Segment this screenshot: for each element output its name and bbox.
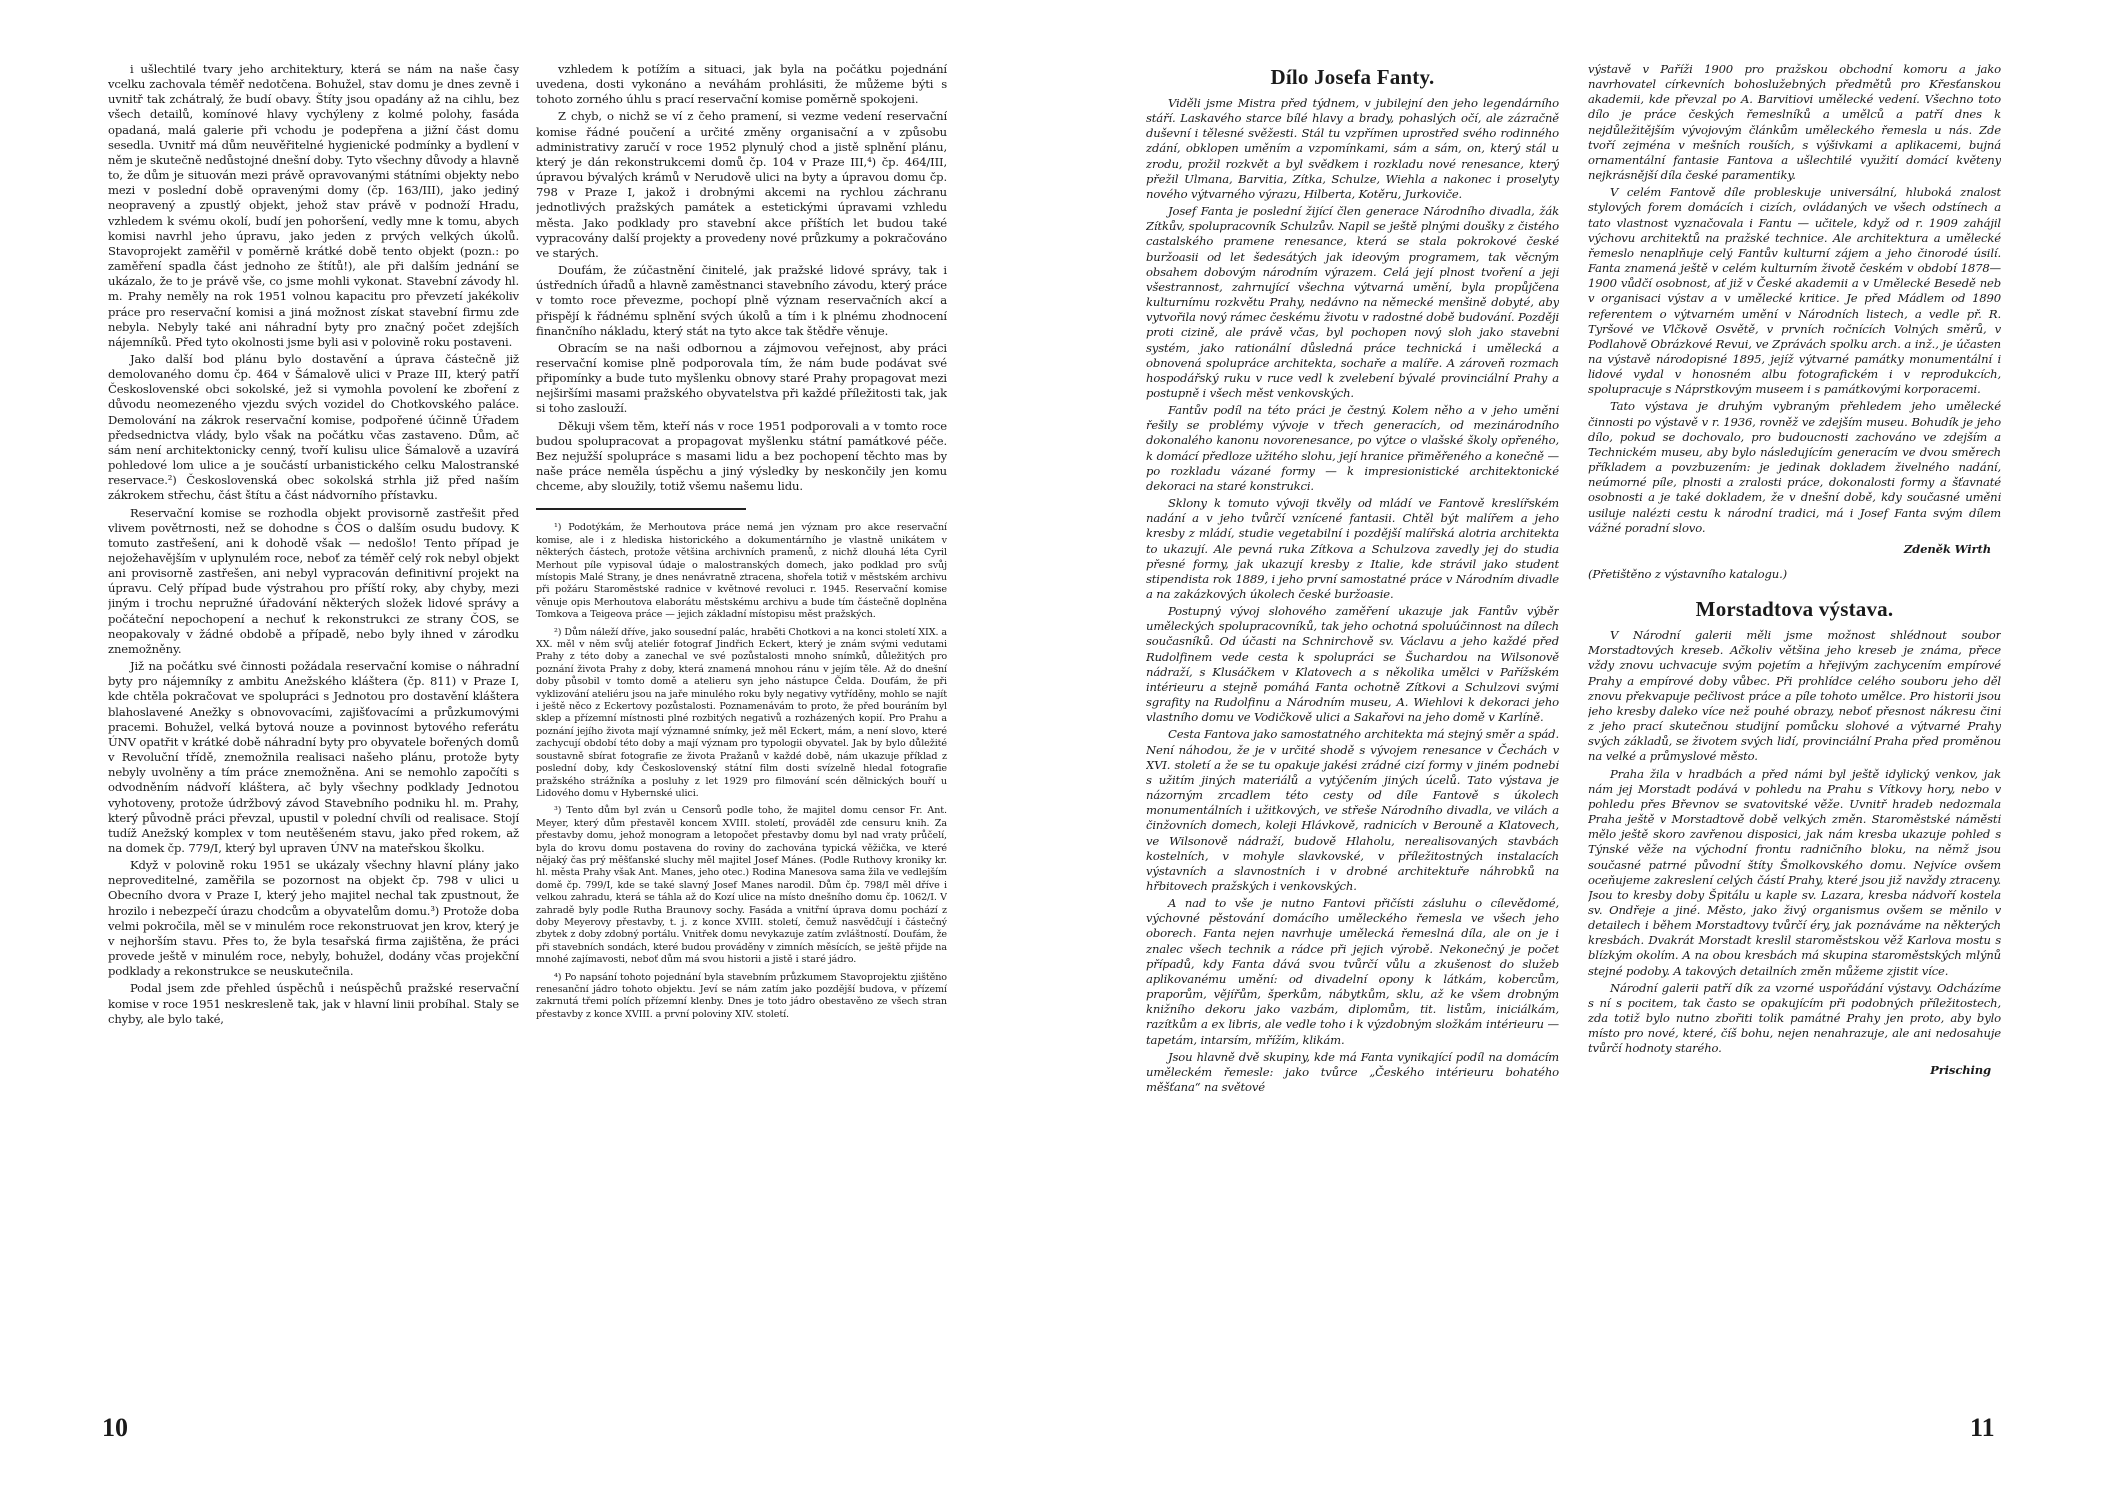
- paragraph: V Národní galerii měli jsme možnost shlédnout soubor Morstadtových kreseb. Ačkoliv většina jeho kreseb je známa, přece vždy znovu uchvacuje svým pojetím a hřejivým zachycením empírové Prahy a empírové doby vůbec. Při prohlídce celého souboru jeho děl znovu překvapuje pečlivost práce a píle tohoto umělce. Pro historii jsou jeho kresby daleko více než pouhé obrazy, neboť přesnost nákresu činí z jeho prací skutečnou studijní pomůcku slohové a výtvarné Prahy svých základů, se životem svých lidí, provinciální Praha před proměnou na velké a průmyslové město.: [1588, 628, 2001, 764]
- paragraph: A nad to vše je nutno Fantovi přičísti zásluhu o cílevědomé, výchovné pěstování domácího uměleckého řemesla ve všech jeho oborech. Fanta nejen navrhuje umělecká řemeslná díla, ale on je i znalec všech technik a rádce při jejich výrobě. Nekonečný je počet případů, kdy Fanta dává svou tvůrčí vůlu a zkušenost do služeb aplikovanému umění: od divadelní opony k látkám, kobercům, praporům, vějířům, šperkům, nábytkům, sklu, až ke všem drobným knižního dekoru jako vazbám, diplomům, tit. listům, iniciálkám, razítkům a ex libris, ale vedle toho i k výzdobným složkám intérieuru — tapetám, intarsím, mřížím, klikám.: [1146, 896, 1559, 1047]
- article-title-morstadt: Morstadtova výstava.: [1695, 597, 1894, 622]
- author-signature: Prisching: [1930, 1062, 1991, 1077]
- paragraph: Fantův podíl na této práci je čestný. Kolem něho a v jeho umění řešily se problémy vývoje v třech generacích, od mezinárodního dokonalého kanonu novorenesance, po výtce o vlašské školy opřeného, k domácí předloze užitého slohu, její hranice přiměřeného a konečně — po rozkladu vázané formy — k impresionistické architektonické dekoraci na staré konstrukci.: [1146, 403, 1559, 493]
- paragraph: Děkuji všem těm, kteří nás v roce 1951 podporovali a v tomto roce budou spolupracovat a propagovat myšlenku státní památkové péče. Bez nejužší spolupráce s masami lidu a bez pochopení těchto mas by naše práce neměla úspěchu a jiný výsledky by neskončily jen komu chceme, aby sloužily, totiž všemu našemu lidu.: [536, 418, 947, 494]
- page-number-right: 11: [1970, 1413, 1995, 1442]
- paragraph: Viděli jsme Mistra před týdnem, v jubilejní den jeho legendárního stáří. Laskavého starce bílé hlavy a brady, pohaslých očí, ale zázračně duševní i tělesné svěžesti. Stál tu vzpřímen uprostřed svého rodinného zdání, obklopen uměním a vzpomínkami, sám a sám, on, který stál u zrodu, prožil rozkvět a byl svědkem i rozkladu nové renesance, který přežil Ulmana, Barvitia, Zítka, Schulze, Wiehla a nakonec i proselyty nového výtvarného výrazu, Hilberta, Kotěru, Jurkoviče.: [1146, 96, 1559, 201]
- author-signature: Zdeněk Wirth: [1903, 541, 1991, 556]
- paragraph: Když v polovině roku 1951 se ukázaly všechny hlavní plány jako neproveditelné, zaměřila se pozornost na objekt čp. 798 v ulici u Obecního dvora v Praze I, který jeho majitel nechal tak zpustnout, že hrozilo i nebezpečí úrazu chodcům a obyvatelům domu.³) Protože doba velmi pokročila, měl se v minulém roce rekonstruovat jen krov, který je v nejhorším stavu. Přes to, že byla tesařská firma zajištěna, že práci provede ještě v minulém roce, nebyly, bohužel, dodány včas projekční podklady a rekonstrukce se neuskutečnila.: [108, 858, 519, 979]
- paragraph: Již na počátku své činnosti požádala reservační komise o náhradní byty pro nájemníky z ambitu Anežského kláštera (čp. 811) v Praze I, kde chtěla pokračovat ve spolupráci s Jednotou pro dostavění kláštera blahoslavené Anežky s obnovovacími, zajišťovacími a průzkumovými pracemi. Bohužel, velká bytová nouze a povinnost bytového referátu ÚNV opatřit v krátké době náhradní byty pro obyvatele bořených domů v Revoluční třídě, znemožnila realisaci našeho plánu, protože byty nebyly uvolněny a tím práce znemožněna. Ani se nemohlo započíti s odvodněním nádvoří kláštera, ač byly všechny podklady Jednotou vyhotoveny, protože údržbový závod Stavebního podniku hl. m. Prahy, který původně práci převzal, upustil v polední chvíli od realisace. Stojí tudíž Anežský komplex v tom neutěšeném stavu, jako před rokem, až na domek čp. 779/I, který byl upraven ÚNV na mateřskou školku.: [108, 659, 519, 855]
- paragraph: Podal jsem zde přehled úspěchů i neúspěchů pražské reservační komise v roce 1951 neskresleně tak, jak v hlavní linii probíhal. Staly se chyby, ale bylo také,: [108, 981, 519, 1026]
- paragraph: Cesta Fantova jako samostatného architekta má stejný směr a spád. Není náhodou, že je v určité shodě s vývojem renesance v Čechách v XVI. století a že se tu opakuje jakési zrádné cizí formy v jiném podnebí s užitím jiných materiálů a vytýčením jiných úcelů. Tato výstava je názorným zrcadlem této cesty od díle Fantově s úkolech monumentálních i užitkových, ve střeše Národního divadla, ve vilách a činžovních domech, koleji Hlávkově, radnicích v Berouně a Klatovech, ve Wilsonově nádraží, budově Hlaholu, nerealisovaných stavbách kostelních, v mohyle slavkovské, v příležitostných instalacích výstavních a slavnostních i v drobné architektuře náhrobků na hřbitovech pražských i venkovských.: [1146, 727, 1559, 893]
- paragraph: Reservační komise se rozhodla objekt provisorně zastřešit před vlivem povětrnosti, než se dohodne s ČOS o dalším osudu budovy. K tomuto zastřešení, ani k dohodě však — nedošlo! Tento případ je nejožehavějším v uplynulém roce, neboť za téměř celý rok nebyl objekt ani provisorně zastřešen, ani nebyl vypracován definitivní projekt na úpravu. Celý případ bude výstrahou pro příští roky, aby chyby, mezi jiným i trochu nepružné úřadování některých složek lidové správy a počáteční nepochopení a nechuť k rekonstrukci ze strany ČOS, se neopakovaly v žádné obdobě a případě, nebo byly ihned v zárodku znemožněny.: [108, 505, 519, 656]
- paragraph: Z chyb, o nichž se ví z čeho pramení, si vezme vedení reservační komise řádné poučení a určité změny organisační a v způsobu administrativy zaručí v roce 1952 plynulý chod a jistě splnění plánu, který je dán rekonstrukcemi domů čp. 104 v Praze III,⁴) čp. 464/III, úpravou bývalých krámů v Nerudově ulici na byty a úpravou domu čp. 798 v Praze I, jakož i drobnými akcemi na rychlou záchranu jednotlivých pražských památek a estetickými úpravami vzhledu města. Jako podklady pro stavební akce příštích let budou také vypracovány další projekty a provedeny nové průzkumy a pokračováno ve starých.: [536, 109, 947, 260]
- left-page-column-2: [536, 62, 947, 1382]
- article-title-fanta: Dílo Josefa Fanty.: [1270, 65, 1435, 89]
- footnotes: [536, 522, 947, 1021]
- footnote: ¹) Podotýkám, že Merhoutova práce nemá jen význam pro akce reservační komise, ale i z hlediska historického a dokumentárního je vlastně unikátem v některých částech, protože většina archivních pramenů, z nichž dlouhá léta Cyril Merhout píle vypisoval údaje o malostranských domech, jako podklad pro svůj místopis Malé Strany, je dnes nenávratně ztracena, shořela totiž v městském archivu při požáru Staroměstské radnice v květnové revoluci r. 1945. Reservační komise věnuje opis Merhoutova elaborátu městskému archivu a bude tím částečně doplněna Tomkova a Teigeova práce — jejich základní místopisu měst pražských.: [536, 522, 947, 621]
- paragraph: V celém Fantově díle probleskuje universální, hluboká znalost stylových forem domácích i cizích, ovládaných ve všech odstínech a tato vlastnost vyznačovala i Fantu — učitele, když od r. 1909 zahájil výchovu architektů na pražské technice. Ale architektura a umělecké řemeslo nenaplňuje celý Fantův kulturní zájem a jeho činorodé úsilí. Fanta znamená ještě v celém kulturním životě českém v období 1878—1900 vůdčí osobnost, ať již v České akademii a v Umělecké Besedě neb v organisaci výstav a v umělecké kritice. Je před Mádlem od 1890 referentem o výtvarném umění v Národních listech, a vedle př. R. Tyršové ve Vlčkově Osvětě, v prvních ročnících Volných směrů, v Podlahově Obrázkové Revui, ve Zprávách spolku arch. a inž., je účasten na výstavě národopisné 1895, jejíž výtvarné památky monumentální i lidové vydal v honosném albu fotografickém i v reprodukcích, spolupracuje s Náprstkovým museem i s památkovými korporacemi.: [1588, 185, 2001, 397]
- right-page-column-2: [1588, 62, 2001, 1382]
- page-number-left: 10: [102, 1413, 128, 1442]
- footnote: ⁴) Po napsání tohoto pojednání byla stavebním průzkumem Stavoprojektu zjištěno renesanční jádro tohoto objektu. Jeví se nám zatím jako pozdější budova, v přízemí zakrnutá třemi polích přízemní klenby. Dnes je toto jádro obestavěno ze všech stran přestavby z konce XVIII. a první poloviny XIV. století.: [536, 971, 947, 1020]
- paragraph: i ušlechtilé tvary jeho architektury, která se nám na naše časy vcelku zachovala téměř nedotčena. Bohužel, stav domu je dnes zevně i uvnitř tak zchátralý, že budí obavy. Štíty jsou opadány až na cihlu, bez všech detailů, komínové hlavy vychýleny z kolmé polohy, fasáda opadaná, malá galerie při vchodu je podepřena a jižní část domu sesedla. Uvnitř má dům neuvěřitelné hygienické podmínky a bydlení v něm je skutečně nedůstojné dnešní doby. Tyto všechny důvody a hlavně to, že dům je situován mezi právě opravovanými státními objekty nebo mezi v poslední době opravenými domy (čp. 163/III), jako jediný neopravený a zpustlý objekt, jehož stav právě v podnoží Hradu, vzhledem k svému okolí, budí jen pohoršení, vedly mne k tomu, abych komisi navrhl jeho úpravu, jako jeden z prvých velkých úkolů. Stavoprojekt zaměřil v poměrně krátké době tento objekt (pozn.: po zaměření spadla část jednoho ze štítů!), ale při dalším jednání se ukázalo, že to je právě vše, co jsme mohli vykonat. Stavební závody hl. m. Prahy neměly na rok 1951 volnou kapacitu pro převzetí jakékoliv práce pro reservační komisi a jiná možnost získat stavební firmu zde nebyla. Nebyly také ani náhradní byty pro značný počet zdejších nájemníků. Před tyto okolnosti jsme byli asi v polovině roku postaveni.: [108, 62, 519, 349]
- footnote: ³) Tento dům byl zván u Censorů podle toho, že majitel domu censor Fr. Ant. Meyer, který dům přestavěl koncem XVIII. století, prováděl zde censuru knih. Za přestavby domu, jehož monogram a letopočet přestavby domu byl nad vraty průčelí, byla do krovu domu postavena do roviny do zachována typická věžička, ve které nějaký čas prý měšťanské sluchy měl majitel Josef Mánes. (Podle Ruthovy kroniky kr. hl. města Prahy však Ant. Manes, jeho otec.) Rodina Manesova sama žila ve vedlejším domě čp. 799/I, kde se také slavný Josef Manes narodil. Dům čp. 798/I měl dříve i velkou zahradu, která se táhla až do Kozí ulice na místo dnešního domu čp. 1062/I. V zahradě byly podle Rutha Braunovy sochy. Fasáda a vnitřní úprava domu pochází z doby Meyerovy přestavby, t. j. z konce XVIII. století, čemuž nasvědčují i částečný zbytek z doby zdobný portálu. Vnitřek domu nevykazuje zatím zvláštností. Doufám, že při stavebních sondách, které budou prováděny v zimních měsících, se ještě přijde na mnohé zajímavosti, neboť dům má svou historii a jistě i staré jádro.: [536, 805, 947, 966]
- paragraph: Jako další bod plánu bylo dostavění a úprava částečně již demolovaného domu čp. 464 v Šámalově ulici v Praze III, který patří Československé obci sokolské, jež si vymohla povolení ke zboření z důvodu neomezeného vjezdu svých vozidel do Chotkovského paláce. Demolování na zákrok reservační komise, podpořené účinně Úřadem předsednictva vlády, bylo však na počátku včas zastaveno. Dům, ač sám není architektonicky cenný, tvoří kulisu ulice Šámalově a uzavírá pohledové lom ulice a je součástí urbanistického celku Malostranské reservace.²) Československá obec sokolská strhla již před naším zákrokem střechu, část štítu a část nádvorního přístavku.: [108, 351, 519, 503]
- left-page-column-1: [108, 62, 519, 1382]
- paragraph: Tato výstava je druhým vybraným přehledem jeho umělecké činnosti po výstavě v r. 1936, rovněž ve zdejším museu. Bohudík je jeho dílo, pokud se dochovalo, pro budoucnosti zachováno ve zdejším a Technickém museu, aby bylo následujícím generacím ve dvou směrech příkladem a povzbuzením: je jedinak dokladem živelného nadání, neúmorné píle, plnosti a zralosti práce, dokonalosti formy a šťavnaté osobnosti a je také dokladem, že v dnešní době, kdy současné umění usiluje nalézti cestu k národní tradici, má i Josef Fanta svým dílem vážné poradní slovo.: [1588, 399, 2001, 535]
- paragraph: Josef Fanta je poslední žijící člen generace Národního divadla, žák Zítkův, spolupracovník Schulzův. Napil se ještě plnými doušky z čistého castalského pramene renesance, která se stala pokrokové české buržoasii od let šedesátých jak ideovým programem, tak věcným obsahem dobovým národním výrazem. Celá její plnost tvoření a její všestrannost, zahrnující všechna výtvarná umění, byla propůjčena kulturnímu rozkvětu Prahy, nedávno na německé menšině dobyté, aby vytvořila nový rámec českému životu v radostné době budování. Později proti cizině, ale právě včas, byl pochopen nový sloh jako stavební systém, jako rationální důsledná práce technická i umělecká a obnovená spolupráce architekta, sochaře a malíře. A zároveň rozmach hospodářský ruku v ruce vedl k zvelebení bývalé provinciální Prahy a postupně i všech měst venkovských.: [1146, 204, 1559, 400]
- right-page-column-1: [1146, 62, 1559, 1382]
- paragraph: Obracím se na naši odbornou a zájmovou veřejnost, aby práci reservační komise plně podporovala tím, že nám bude podávat své připomínky a bude tuto myšlenku obnovy staré Prahy propagovat mezi nejširšími masami pražského obyvatelstva při každé příležitosti tak, jak si toho zaslouží.: [536, 340, 947, 416]
- paragraph: Jsou hlavně dvě skupiny, kde má Fanta vynikající podíl na domácím uměleckém řemesle: jako tvůrce „Českého intérieuru bohatého měšťana“ na světové: [1146, 1049, 1559, 1094]
- paragraph: Postupný vývoj slohového zaměření ukazuje jak Fantův výběr uměleckých spolupracovníků, tak jeho ochotná spoluúčinnost na dílech současníků. Od účasti na Schnirchově sv. Václavu a jeho každé před Rudolfinem vede cesta k spolupráci se Šuchardou na Wilsonově nádraží, s Klusáčkem v Klatovech a s několika umělci v Pařížském intérieuru a stejně pomáhá Fanta ochotně Zítkovi a Schulzovi svými sgrafity na Rudolfinu a Národním museu, A. Wiehlovi k dekoraci jeho vlastního domu ve Vodičkově ulici a Sakařovi na jeho domě v Karlíně.: [1146, 604, 1559, 725]
- paragraph: Praha žila v hradbách a před námi byl ještě idylický venkov, jak nám jej Morstadt podává v pohledu na Prahu s Vítkovy hory, nebo v pohledu přes Břevnov se svatovitské věže. Uvnitř hradeb nedozmala Praha ještě v Morstadtově době velkých změn. Staroměstské náměstí mělo ještě skoro zavřenou disposici, jak nám kresba ukazuje pohled s Týnské věže na východní frontu radničního bloku, na němž jsou současné patrné původní štíty Šmolkovského domu. Nejvíce ovšem oceňujeme zakreslení celých částí Prahy, které jsou již navždy ztraceny. Jsou to kresby doby Špitálu u kaple sv. Lazara, kresba nádvoří kostela sv. Ondřeje a jiné. Město, jako živý organismus ovšem se měnilo v detailech i během Morstadtovy tvůrčí éry, jak poznáváme na některých kresbách. Dvakrát Morstadt kreslil staroměstskou věž Karlova mostu s blízkým okolím. A na obou kresbách má skupina staroměstských mlýnů stejné podoby. A takových detailních změn můžeme zjistit více.: [1588, 766, 2001, 978]
- paragraph: výstavě v Paříži 1900 pro pražskou obchodní komoru a jako navrhovatel církevních bohoslužebných předmětů pro Křesťanskou akademii, kde převzal po A. Barvitiovi umělecké vedení. Všechno toto dílo je práce českých řemeslníků a umělců a patří dnes k nejdůležitějším vývojovým článkům uměleckého řemesla u nás. Zde tvoří zejména v mešních rouších, s výšivkami a aplikacemi, bujná ornamentální fantasie Fantova a ušlechtilé využití domácí květeny nejkrásnější díla české paramentiky.: [1588, 62, 2001, 183]
- paragraph: Národní galerii patří dík za vzorné uspořádání výstavy. Odcházíme s ní s pocitem, tak často se opakujícím při podobných příležitostech, zda totiž bylo nutno zbořiti tolik památné Prahy jen proto, aby bylo místo pro nové, které, číš bohu, nejen nenahrazuje, ale ani nedosahuje tvůrčí hodnoty starého.: [1588, 980, 2001, 1056]
- paragraph: Doufám, že zúčastnění činitelé, jak pražské lidové správy, tak i ústředních úřadů a hlavně zaměstnanci stavebního závodu, který práce v tomto roce převezme, pochopí plně význam reservačních akcí a přispějí k řádnému splnění svých úkolů a tím i k plnému zhodnocení finančního nákladu, který stát na tyto akce tak štědře věnuje.: [536, 263, 947, 338]
- paragraph: vzhledem k potížím a situaci, jak byla na počátku pojednání uvedena, dosti vykonáno a neváhám prohlásiti, že můžeme býti s tohoto zorného úhlu s prací reservační komise poměrně spokojeni.: [536, 62, 947, 107]
- footnote: ²) Dům náleží dříve, jako sousední palác, hraběti Chotkovi a na konci století XIX. a XX. měl v něm svůj ateliér fotograf Jindřich Eckert, který je znám svými vedutami Prahy z této doby a zanechal ve své pozůstalosti mnoho snímků, důležitých pro poznání života Prahy z doby, která znamená mnohou ránu v jejím těle. Až do dnešní doby působil v tomto domě a atelieru syn jeho nástupce Čelda. Doufám, že při vyklizování ateliéru jsou na jaře minulého roku byly negativy vytříděny, mohlo se najít i ještě něco z Eckertovy pozůstalosti. Poznamenávám to proto, že před bouráním byl sklep a přízemní místnosti plné rozbitých negativů a rozházených kopií. Pro Prahu a poznání jejího života mají významné snímky, jež měl Eckert, mám, a není slovo, které zachycují období této doby a mají význam pro typologii obyvatel. Jak by bylo důležité soustavně sbírat fotografie ze života Pražanů v každé době, nám ukazuje příklad z poslední doby, kdy Československý státní film dosti svízelně hledal fotografie pražského strážníka a posluhy z let 1929 pro filmování scén dělnických bouří u Lidového domu v Hybernské ulici.: [536, 626, 947, 799]
- source-note: (Přetištěno z výstavního katalogu.): [1588, 567, 1788, 581]
- paragraph: Sklony k tomuto vývoji tkvěly od mládí ve Fantově kreslířském nadání a v jeho tvůrčí vznícené fantasii. Chtěl být malířem a jeho kresby z mládí, studie vegetabilní i pozdější malířská alotria architekta to ukazují. Ale pevná ruka Zítkova a Schulzova zavedly jej do studia přesné formy, jak ukazují kresby z Italie, kde strávil jako student stipendista rok 1889, i jeho první samostatné práce v Národním divadle a na zakázkových úkolech české buržoasie.: [1146, 496, 1559, 601]
- footnote-divider: [536, 508, 746, 510]
